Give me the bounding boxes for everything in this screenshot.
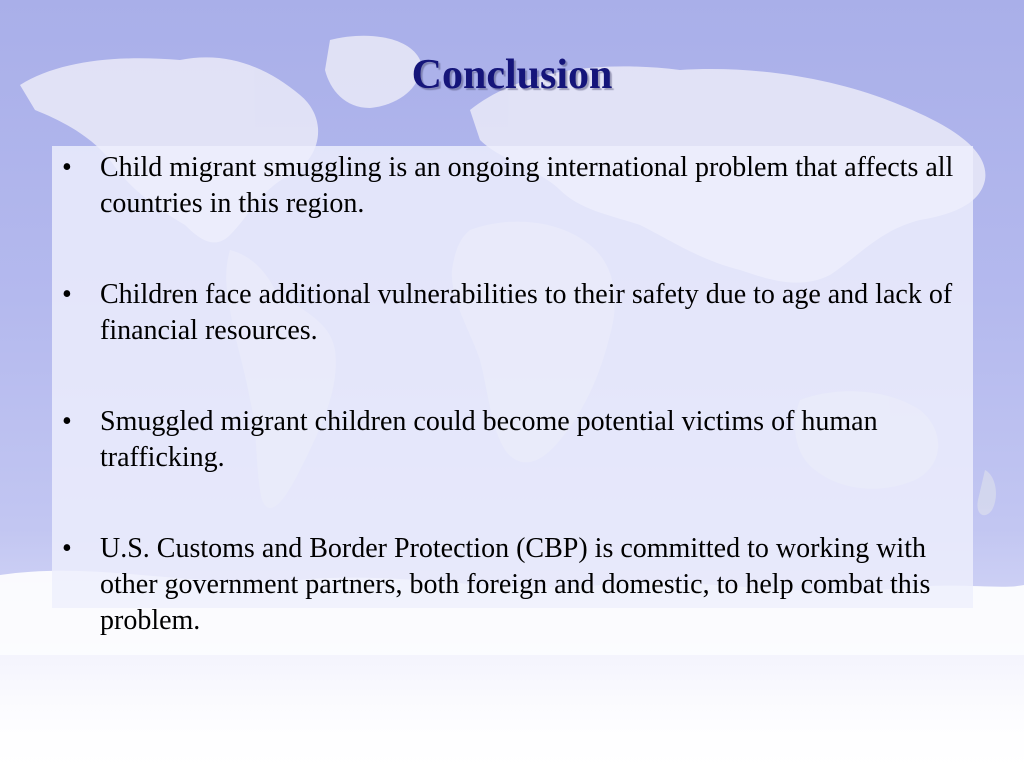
title-area (0, 45, 1024, 115)
slide-title: Conclusion (411, 52, 613, 98)
bullet-dot-icon: • (62, 279, 72, 310)
bullet-text: Smuggled migrant children could become potential victims of human trafficking. (100, 406, 878, 473)
bullet-dot-icon: • (62, 533, 72, 564)
bullet-item (62, 531, 962, 639)
bullet-item (62, 150, 962, 222)
bullet-dot-icon: • (62, 406, 72, 437)
bullet-item (62, 277, 962, 349)
bullet-item (62, 404, 962, 476)
bullet-dot-icon: • (62, 152, 72, 183)
bullet-list (62, 150, 962, 694)
bullet-text: Child migrant smuggling is an ongoing international problem that affects all countries in this region. (100, 152, 954, 219)
bullet-text: Children face additional vulnerabilities to their safety due to age and lack of financial resources. (100, 279, 953, 346)
bullet-text: U.S. Customs and Border Protection (CBP) is committed to working with other government partners, both foreign and domestic, to help combat this problem. (100, 533, 931, 636)
